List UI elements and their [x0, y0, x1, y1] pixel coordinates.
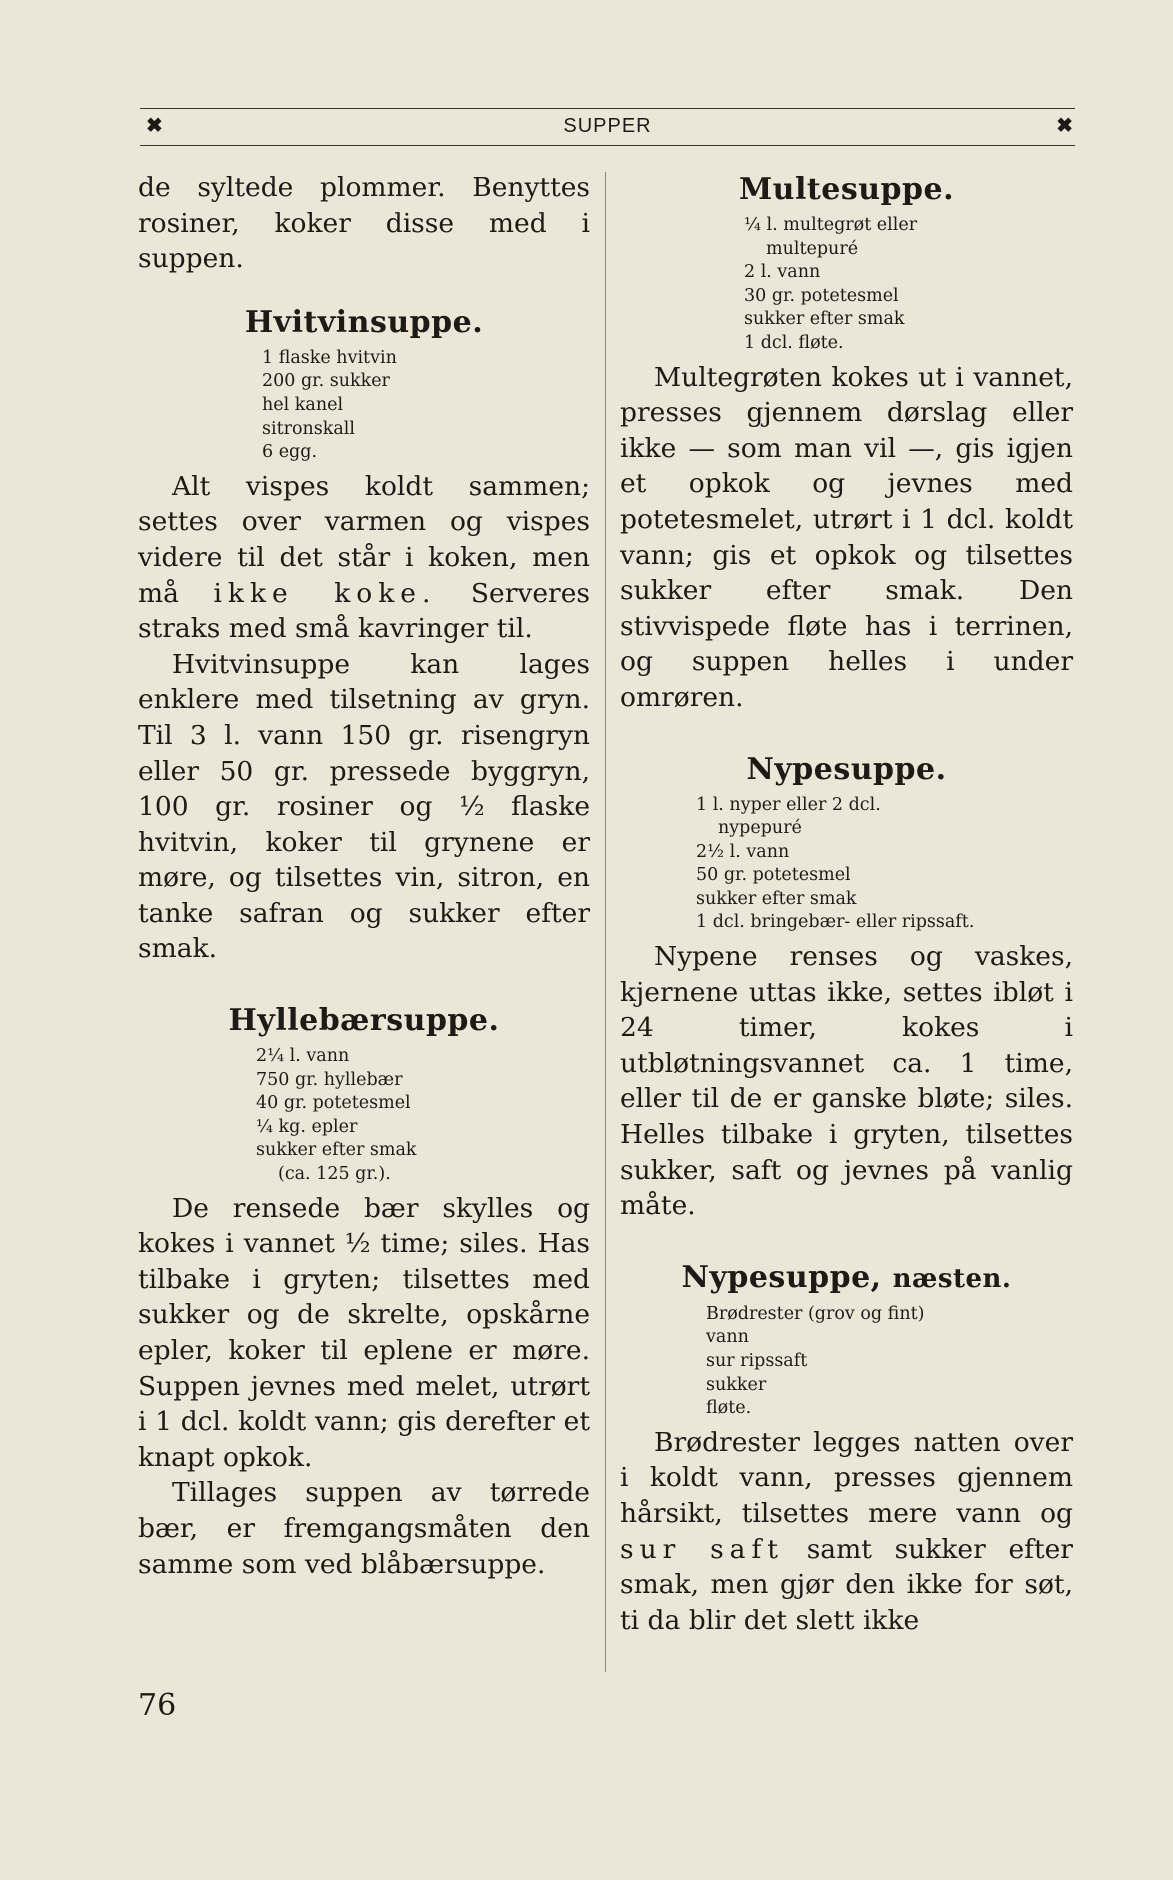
ingredient-item: 1 l. nyper eller 2 dcl.: [696, 794, 881, 815]
recipe-title-nypesuppe: Nypesuppe.: [746, 751, 947, 787]
ingredient-item: sitronskall: [262, 418, 355, 439]
emphasized-text: sur saft: [620, 1533, 784, 1565]
column-divider: [605, 172, 606, 1672]
ingredient-item: 1 flaske hvitvin: [262, 347, 397, 368]
running-header: [140, 108, 1075, 146]
instruction-paragraph: [620, 1425, 1073, 1639]
page-number: 76: [138, 1688, 177, 1723]
ingredient-list-nypesuppe-naesten: [706, 1303, 1073, 1421]
header-title: SUPPER: [563, 115, 652, 137]
text-run: Brødrester legges natten over i koldt vann, presses gjennem hårsikt, tilsettes mere vann og: [620, 1426, 1073, 1529]
instruction-paragraph: Tillages suppen av tørrede bær, er fremgangsmåten den samme som ved blåbærsuppe.: [138, 1477, 590, 1580]
text-run: Serveres straks med små kavringer til.: [138, 577, 590, 645]
instruction-paragraph: Multegrøten kokes ut i vannet, presses gjennem dørslag eller ikke — som man vil —, gis igjen et opkok og jevnes med potetesmelet, utrørt i 1 dcl. koldt vann; gis et opkok og tilsettes sukker efter smak. Den stivvispede fløte has i terrinen, og suppen helles i under omrøren.: [620, 361, 1073, 713]
title-sub: næsten.: [892, 1263, 1012, 1294]
ingredient-item: sukker efter smak: [696, 888, 857, 909]
text-run: samt sukker efter smak, men gjør den ikke for søt, ti da blir det slett ikke: [620, 1533, 1073, 1636]
ingredient-list-hyllebaersuppe: [256, 1045, 590, 1187]
ingredient-item: 2½ l. vann: [696, 841, 790, 862]
instruction-paragraph: Hvitvinsuppe kan lages enklere med tilsetning av gryn. Til 3 l. vann 150 gr. risengryn eller 50 gr. pressede byggryn, 100 gr. rosiner og ½ flaske hvitvin, koker til grynene er møre, og tilsettes vin, sitron, en tanke safran og sukker efter smak.: [138, 648, 590, 965]
ingredient-item: vann: [706, 1327, 749, 1348]
ingredient-item: 50 gr. potetesmel: [696, 865, 851, 886]
ingredient-item: sukker efter smak: [256, 1140, 417, 1161]
intro-paragraph: de syltede plommer. Benyttes rosiner, koker disse med i suppen.: [138, 172, 590, 275]
instruction-paragraph: De rensede bær skylles og kokes i vannet ½ time; siles. Has tilbake i gryten; tilsettes med sukker og de skrelte, opskårne epler, koker til eplene er møre. Suppen jevnes med melet, utrørt i 1 dcl. koldt vann; gis derefter et knapt opkok.: [138, 1192, 590, 1473]
ingredient-item: sukker: [706, 1374, 767, 1395]
recipe-title-nypesuppe-naesten: [620, 1258, 1073, 1299]
text-run: Alt vispes koldt sammen; settes over varmen og vispes videre til det står i koken, men må: [138, 470, 590, 609]
ingredient-item: 1 dcl. bringebær- eller ripssaft.: [696, 912, 975, 933]
ingredient-item: 30 gr. potetesmel: [744, 285, 899, 306]
emphasized-text: ikke koke.: [213, 577, 437, 609]
instruction-paragraph: Nypene renses og vaskes, kjernene uttas ikke, settes ibløt i 24 timer, kokes i utbløtningsvannet ca. 1 time, eller til de er ganske bløte; siles. Helles tilbake i gryten, tilsettes sukker, saft og jevnes på vanlig måte.: [620, 941, 1073, 1222]
ingredient-item: hel kanel: [262, 394, 344, 415]
ingredient-list-hvitvinsuppe: [262, 347, 590, 465]
title-main: Nypesuppe,: [681, 1259, 882, 1295]
recipe-title-hyllebaersuppe: Hyllebærsuppe.: [228, 1003, 500, 1039]
ingredient-item: sukker efter smak: [744, 309, 905, 330]
ingredient-item: 750 gr. hyllebær: [256, 1069, 403, 1090]
ingredient-item: ¼ l. multegrøt eller: [744, 215, 918, 235]
ingredient-item: 200 gr. sukker: [262, 371, 390, 392]
ingredient-list-multesuppe: [744, 214, 1073, 356]
ingredient-item: multepuré: [766, 238, 859, 259]
header-ornament-right-icon: ✖: [1056, 113, 1073, 137]
ingredient-item: 2 l. vann: [744, 262, 821, 283]
instruction-paragraph: [138, 469, 590, 647]
ingredient-item: Brødrester (grov og fint): [706, 1303, 925, 1324]
recipe-title-hvitvinsuppe: Hvitvinsuppe.: [244, 304, 484, 340]
left-column: [138, 170, 590, 1582]
ingredient-item: 1 dcl. fløte.: [744, 332, 844, 353]
ingredient-item: (ca. 125 gr.).: [278, 1164, 391, 1185]
header-ornament-left-icon: ✖: [146, 113, 163, 137]
ingredient-item: ¼ kg. epler: [256, 1116, 358, 1137]
right-column: [620, 170, 1073, 1638]
ingredient-item: 40 gr. potetesmel: [256, 1093, 411, 1114]
ingredient-item: sur ripssaft: [706, 1351, 808, 1371]
ingredient-item: nypepuré: [718, 818, 802, 839]
ingredient-list-nypesuppe: [696, 794, 1073, 936]
ingredient-item: 2¼ l. vann: [256, 1046, 350, 1067]
ingredient-item: fløte.: [706, 1398, 752, 1419]
recipe-title-multesuppe: Multesuppe.: [738, 172, 955, 207]
ingredient-item: 6 egg.: [262, 442, 318, 463]
